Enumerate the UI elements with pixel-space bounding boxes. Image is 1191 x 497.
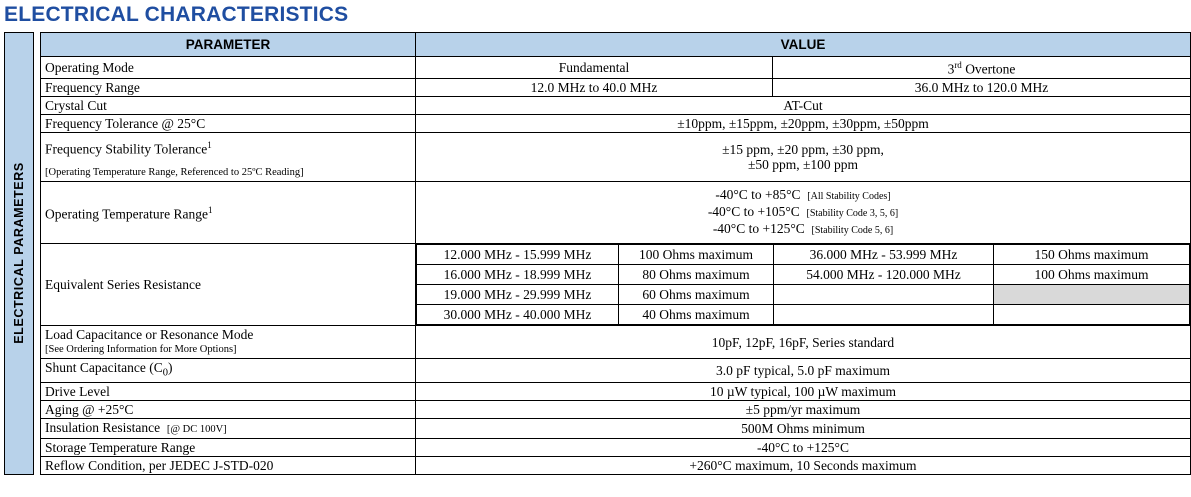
- overtone-word: Overtone: [961, 61, 1016, 77]
- esr-empty-3: [773, 305, 993, 325]
- table-row: [40, 78, 1190, 96]
- esr-range-1: 12.000 MHz - 15.999 MHz: [416, 245, 618, 265]
- overtone-ordinal: rd: [954, 60, 962, 70]
- table-row: [40, 182, 1190, 244]
- frequency-range-overtone: 36.0 MHz to 120.0 MHz: [772, 78, 1190, 96]
- operating-temperature-line-1: [420, 187, 1186, 204]
- operating-mode-fundamental: [415, 57, 772, 79]
- esr-value-5: 150 Ohms maximum: [993, 245, 1189, 265]
- table-row: [40, 96, 1190, 114]
- table-row: [40, 456, 1190, 474]
- operating-temperature-note-2: [Stability Code 3, 5, 6]: [806, 208, 899, 219]
- table-row: [40, 382, 1190, 400]
- crystal-cut-value: AT-Cut: [415, 96, 1190, 114]
- electrical-characteristics-table: [40, 32, 1191, 475]
- section-side-label: [4, 32, 34, 475]
- row-label-operating-mode: Operating Mode: [40, 57, 415, 79]
- row-label-crystal-cut: Crystal Cut: [40, 96, 415, 114]
- esr-range-6: 54.000 MHz - 120.000 MHz: [773, 265, 993, 285]
- esr-row: [416, 305, 1189, 325]
- storage-temperature-value: -40°C to +125°C: [415, 438, 1190, 456]
- insulation-resistance-label-note: [@ DC 100V]: [166, 423, 227, 435]
- operating-temperature-label-text: Operating Temperature Range: [44, 206, 208, 222]
- row-label-shunt-capacitance: [40, 359, 415, 383]
- esr-table: [416, 244, 1190, 325]
- row-label-insulation-resistance: [40, 418, 415, 438]
- esr-grid-container: [415, 244, 1190, 326]
- esr-value-1: 100 Ohms maximum: [618, 245, 773, 265]
- row-label-load-capacitance: [40, 326, 415, 359]
- table-row: [40, 244, 1190, 326]
- insulation-resistance-label-text: Insulation Resistance: [44, 419, 161, 435]
- load-capacitance-value: 10pF, 12pF, 16pF, Series standard: [415, 326, 1190, 359]
- operating-temperature-value: [415, 182, 1190, 244]
- section-side-label-text: ELECTRICAL PARAMETERS: [11, 162, 26, 345]
- esr-range-5: 36.000 MHz - 53.999 MHz: [773, 245, 993, 265]
- frequency-stability-footnote-marker: 1: [207, 139, 212, 150]
- esr-value-6: 100 Ohms maximum: [993, 265, 1189, 285]
- reflow-value: +260°C maximum, 10 Seconds maximum: [415, 456, 1190, 474]
- table-row: [40, 132, 1190, 182]
- row-label-drive-level: Drive Level: [40, 382, 415, 400]
- frequency-stability-line-2: ±50 ppm, ±100 ppm: [747, 156, 859, 172]
- operating-mode-overtone: [772, 57, 1190, 79]
- row-label-esr: Equivalent Series Resistance: [40, 244, 415, 326]
- esr-value-3: 60 Ohms maximum: [618, 285, 773, 305]
- table-row: [40, 400, 1190, 418]
- row-label-frequency-range: Frequency Range: [40, 78, 415, 96]
- row-label-frequency-stability: [40, 132, 415, 182]
- operating-temperature-footnote-marker: 1: [207, 205, 213, 216]
- table-row: [40, 114, 1190, 132]
- esr-row: [416, 245, 1189, 265]
- table-header-row: [40, 33, 1190, 57]
- shunt-capacitance-subscript: 0: [162, 367, 168, 379]
- esr-row: [416, 285, 1189, 305]
- header-parameter: PARAMETER: [40, 33, 415, 57]
- frequency-tolerance-value: ±10ppm, ±15ppm, ±20ppm, ±30ppm, ±50ppm: [415, 114, 1190, 132]
- table-row: [40, 57, 1190, 79]
- header-value: VALUE: [415, 33, 1190, 57]
- page-title: ELECTRICAL CHARACTERISTICS: [4, 3, 349, 26]
- spec-section: [0, 32, 1191, 475]
- shunt-capacitance-label-a: Shunt Capacitance (C: [44, 360, 163, 375]
- esr-empty-2: [993, 285, 1189, 305]
- row-label-aging: Aging @ +25°C: [40, 400, 415, 418]
- load-capacitance-label-text: Load Capacitance or Resonance Mode: [44, 327, 254, 342]
- esr-row: [416, 265, 1189, 285]
- row-label-reflow: Reflow Condition, per JEDEC J-STD-020: [40, 456, 415, 474]
- operating-temperature-range-2: -40°C to +105°C: [707, 204, 800, 219]
- esr-empty-4: [993, 305, 1189, 325]
- operating-temperature-line-2: [420, 204, 1186, 221]
- esr-range-3: 19.000 MHz - 29.999 MHz: [416, 285, 618, 305]
- drive-level-value: 10 µW typical, 100 µW maximum: [415, 382, 1190, 400]
- shunt-capacitance-label-b: ): [167, 360, 173, 375]
- operating-mode-fundamental-text: Fundamental: [558, 59, 630, 75]
- esr-empty-1: [773, 285, 993, 305]
- operating-temperature-note-3: [Stability Code 5, 6]: [811, 225, 894, 236]
- operating-temperature-note-1: [All Stability Codes]: [807, 191, 891, 202]
- table-row: [40, 418, 1190, 438]
- table-row: [40, 359, 1190, 383]
- esr-value-4: 40 Ohms maximum: [618, 305, 773, 325]
- esr-value-2: 80 Ohms maximum: [618, 265, 773, 285]
- frequency-stability-label-text: Frequency Stability Tolerance: [44, 141, 208, 156]
- row-label-storage-temperature: Storage Temperature Range: [40, 438, 415, 456]
- operating-temperature-line-3: [420, 221, 1186, 238]
- insulation-resistance-value: 500M Ohms minimum: [415, 418, 1190, 438]
- row-label-frequency-tolerance: Frequency Tolerance @ 25°C: [40, 114, 415, 132]
- table-row: [40, 326, 1190, 359]
- overtone-number: 3: [947, 61, 955, 77]
- frequency-range-fundamental: 12.0 MHz to 40.0 MHz: [415, 78, 772, 96]
- load-capacitance-label-note: [See Ordering Information for More Options]: [44, 344, 237, 355]
- aging-value: ±5 ppm/yr maximum: [415, 400, 1190, 418]
- frequency-stability-label-note: [Operating Temperature Range, Referenced to 25ºC Reading]: [44, 167, 304, 178]
- shunt-capacitance-value: 3.0 pF typical, 5.0 pF maximum: [415, 359, 1190, 383]
- esr-range-4: 30.000 MHz - 40.000 MHz: [416, 305, 618, 325]
- table-row: [40, 438, 1190, 456]
- frequency-stability-value: [415, 132, 1190, 182]
- row-label-operating-temperature: [40, 182, 415, 244]
- frequency-stability-line-1: ±15 ppm, ±20 ppm, ±30 ppm,: [722, 141, 884, 157]
- esr-range-2: 16.000 MHz - 18.999 MHz: [416, 265, 618, 285]
- operating-temperature-range-3: -40°C to +125°C: [712, 221, 805, 236]
- operating-temperature-range-1: -40°C to +85°C: [715, 187, 801, 202]
